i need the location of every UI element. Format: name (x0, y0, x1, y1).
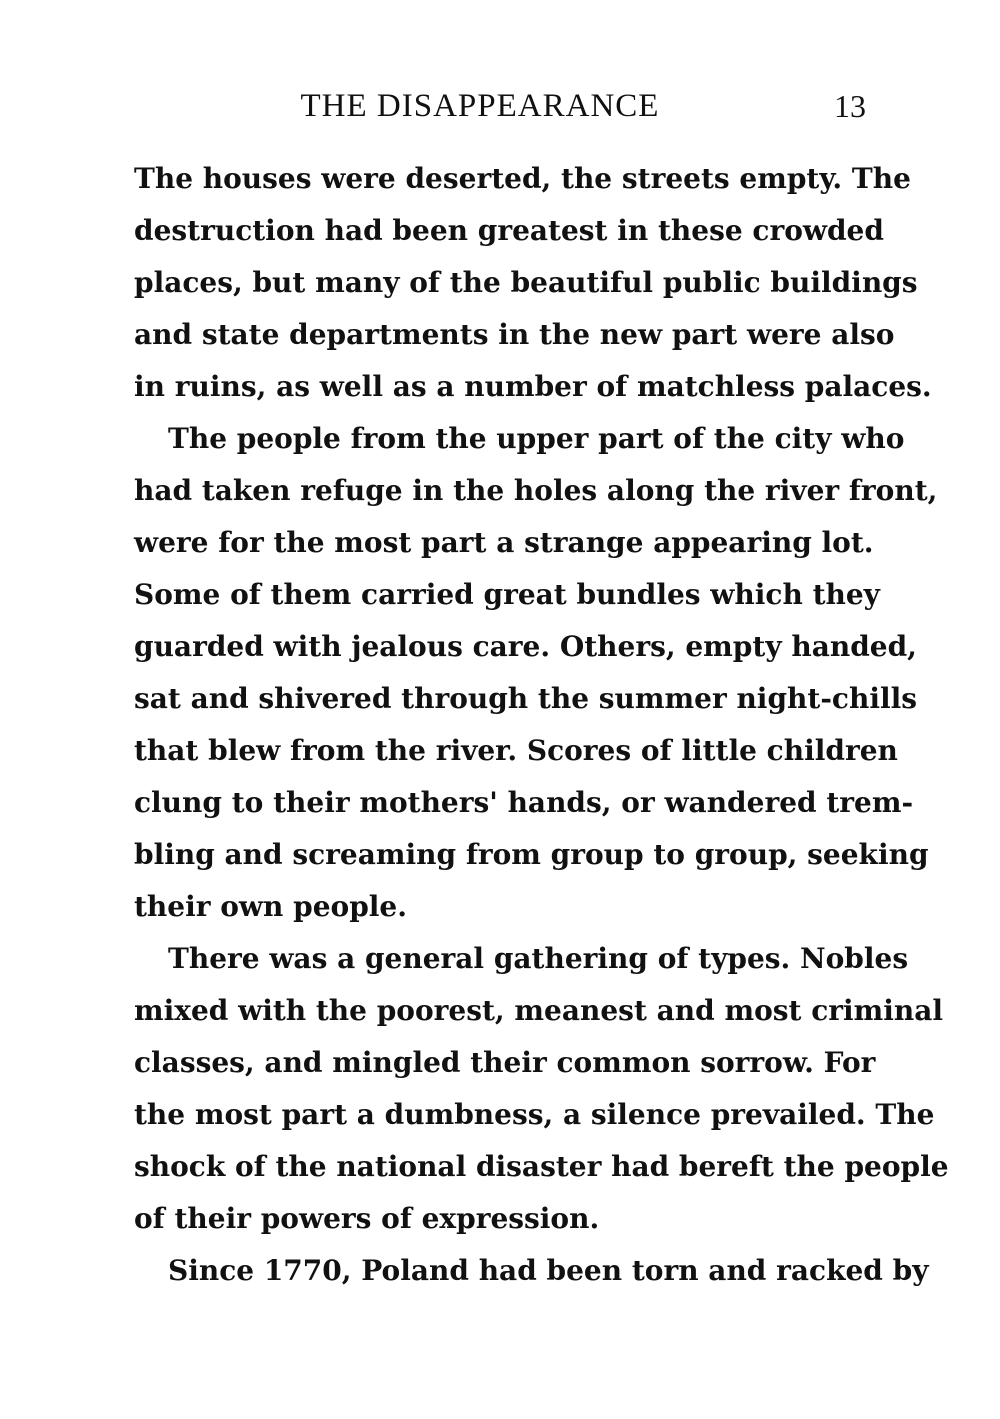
text-line: destruction had been greatest in these crowded (134, 214, 884, 247)
text-line: in ruins, as well as a number of matchless palaces. (134, 370, 932, 403)
text-line: their own people. (134, 890, 407, 923)
running-head (134, 84, 866, 128)
text-line: Some of them carried great bundles which they (134, 578, 880, 611)
text-line: and state departments in the new part were also (134, 318, 895, 351)
text-line: bling and screaming from group to group, seeking (134, 838, 929, 871)
text-line: classes, and mingled their common sorrow. For (134, 1046, 876, 1079)
text-line: guarded with jealous care. Others, empty handed, (134, 630, 917, 663)
text-line: had taken refuge in the holes along the river front, (134, 474, 938, 507)
text-line: of their powers of expression. (134, 1202, 600, 1235)
text-line: were for the most part a strange appearing lot. (134, 526, 874, 559)
text-line: the most part a dumbness, a silence prevailed. The (134, 1098, 935, 1131)
text-line: shock of the national disaster had bereft the people (134, 1150, 949, 1183)
text-line: places, but many of the beautiful public buildings (134, 266, 918, 299)
chapter-title: THE DISAPPEARANCE (300, 88, 660, 124)
text-line: Since 1770, Poland had been torn and racked by (168, 1254, 929, 1287)
body-text (134, 153, 949, 1297)
text-line: There was a general gathering of types. Nobles (168, 942, 909, 975)
text-line: that blew from the river. Scores of little children (134, 734, 898, 767)
text-line: clung to their mothers' hands, or wandered trem- (134, 786, 914, 819)
text-line: The people from the upper part of the city who (168, 422, 905, 455)
text-line: The houses were deserted, the streets empty. The (134, 162, 911, 195)
text-line: sat and shivered through the summer night-chills (134, 682, 918, 715)
text-line: mixed with the poorest, meanest and most criminal (134, 994, 944, 1027)
page-number: 13 (834, 88, 866, 124)
